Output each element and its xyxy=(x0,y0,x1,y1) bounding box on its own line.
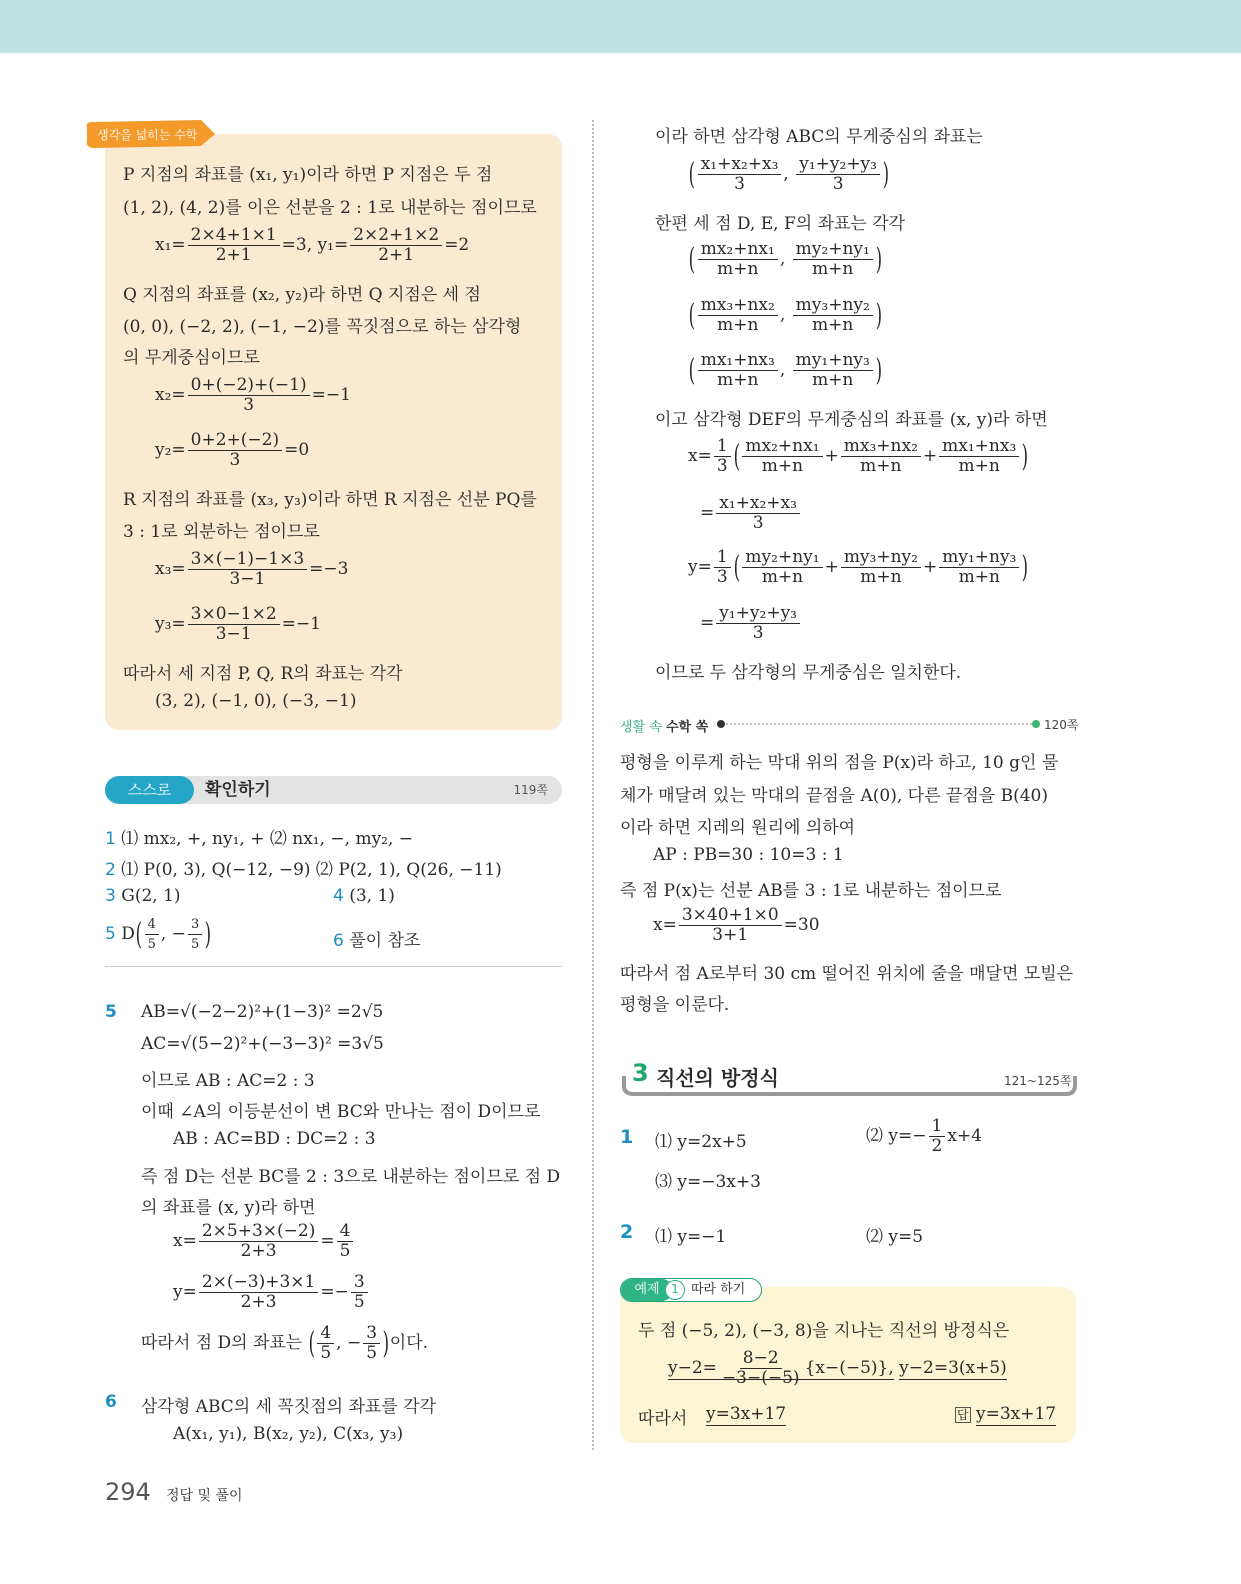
sol5-l2: 이때 ∠A의 이등분선이 변 BC와 만나는 점이 D이므로 xyxy=(141,1102,541,1122)
life-eq: x= $\frac{3\times 40+1\times 0}{3+1}$ =30 xyxy=(653,905,820,945)
footer-label: 정답 및 풀이 xyxy=(166,1488,243,1504)
life-l5: 즉 점 P(x)는 선분 AB를 3 : 1로 내분하는 점이므로 xyxy=(620,881,1002,901)
answer-2: 2 ⑴ P(0, 3), Q(−12, −9) ⑵ P(2, 1), Q(26, −11) xyxy=(105,860,502,880)
eq-x-def-2: = $\frac{\text{x₁+x₂+x₃}}{3}$ xyxy=(700,494,802,533)
sol5-l4: 즉 점 D는 선분 BC를 2 : 3으로 내분하는 점이므로 점 D xyxy=(141,1167,561,1187)
s3-q2-a: ⑴ y=−1 xyxy=(655,1227,727,1247)
thinking-math-tag xyxy=(83,118,219,150)
point-f: ( $\frac{\text{mx₁+nx₃}}{m+n}$ , $\frac{\text{my₁+ny₃}}{m+n}$ ) xyxy=(688,350,882,390)
top-header-band xyxy=(0,0,1241,53)
centroid-abc: ( $\frac{\text{x₁+x₂+x₃}}{3}$ , $\frac{\text{y₁+y₂+y₃}}{3}$ ) xyxy=(688,154,890,194)
eq-y2: y₂= $\frac{0+2+(-2)}{3}$ =0 xyxy=(155,430,310,470)
section-3-title: 직선의 방정식 xyxy=(656,1066,779,1090)
right-l4: 이므로 두 삼각형의 무게중심은 일치한다. xyxy=(655,663,962,683)
answer-mark-icon: 답 xyxy=(957,1408,969,1422)
s3-q2-b: ⑵ y=5 xyxy=(866,1227,924,1247)
answer-6: 6 풀이 참조 xyxy=(333,931,421,951)
example-tag xyxy=(620,1278,762,1302)
left-c1: 따라서 세 지점 P, Q, R의 좌표는 각각 xyxy=(123,664,403,684)
point-d: ( $\frac{\text{mx₂+nx₁}}{m+n}$ , $\frac{\text{my₂+ny₁}}{m+n}$ ) xyxy=(688,239,882,279)
eq-y-def-2: = $\frac{\text{y₁+y₂+y₃}}{3}$ xyxy=(700,604,802,643)
s3-q2-number: 2 xyxy=(620,1221,634,1243)
answer-5: 5 D( $\frac{4}{5}$ , − $\frac{3}{5}$ ) xyxy=(105,917,212,952)
sol5-l1: 이므로 AB : AC=2 : 3 xyxy=(141,1071,315,1091)
sol5-conclusion: 따라서 점 D의 좌표는 ( $\frac{4}{5}$ , − $\frac{3}{5}$ )이다. xyxy=(141,1323,429,1363)
left-q3: 의 무게중심이므로 xyxy=(123,348,260,368)
eq-x3: x₃= $\frac{3\times(-1)-1\times 3}{3-1}$ =−3 xyxy=(155,549,349,589)
sol5-l3: AB : AC=BD : DC=2 : 3 xyxy=(173,1129,376,1149)
s3-q1-b: ⑵ y=− $\frac{1}{2}$ x+4 xyxy=(866,1116,982,1156)
left-divider xyxy=(105,966,562,967)
left-r1: R 지점의 좌표를 (x₃, y₃)이라 하면 R 지점은 선분 PQ를 xyxy=(123,490,537,510)
self-check-title: 확인하기 xyxy=(205,780,271,800)
left-p2: (1, 2), (4, 2)를 이은 선분을 2 : 1로 내분하는 점이므로 xyxy=(123,198,537,218)
right-l2: 한편 세 점 D, E, F의 좌표는 각각 xyxy=(655,214,906,234)
self-check-pill: 스스로 xyxy=(105,776,194,804)
self-check-page: 119쪽 xyxy=(513,783,548,797)
life-math-rule xyxy=(716,718,1042,730)
solution-5-number: 5 xyxy=(105,1002,117,1022)
sol5-y: y= $\frac{2\times(-3)+3\times 1}{2+3}$ =− $\frac{3}{5}$ xyxy=(173,1273,370,1312)
left-q2: (0, 0), (−2, 2), (−1, −2)를 꼭짓점으로 하는 삼각형 xyxy=(123,317,522,337)
example-tag-label: 예제 xyxy=(621,1279,673,1301)
s3-q1-number: 1 xyxy=(620,1126,634,1148)
section-3-pages: 121~125쪽 xyxy=(1004,1074,1072,1088)
life-l7: 평형을 이룬다. xyxy=(620,995,730,1015)
example-eq: y−2= $\frac{8-2}{-3-(-5)}$ {x−(−5)}, y−2=3(x+5) xyxy=(668,1348,1007,1388)
left-p1: P 지점의 좌표를 (x₁, y₁)이라 하면 P 지점은 두 점 xyxy=(123,165,493,185)
life-l6: 따라서 점 A로부터 30 cm 떨어진 위치에 줄을 매달면 모빌은 xyxy=(620,964,1074,984)
solution-6-number: 6 xyxy=(105,1392,117,1412)
page-number: 294 xyxy=(105,1478,151,1506)
s3-q1-c: ⑶ y=−3x+3 xyxy=(655,1172,761,1192)
example-answer-1: y=3x+17 xyxy=(706,1404,787,1424)
life-l2: 체가 매달려 있는 막대의 끝점을 A(0), 다른 끝점을 B(40) xyxy=(620,786,1048,806)
right-l3: 이고 삼각형 DEF의 무게중심의 좌표를 (x, y)라 하면 xyxy=(655,410,1048,430)
life-l4: AP : PB=30 : 10=3 : 1 xyxy=(653,845,844,865)
eq-x2: x₂= $\frac{0+(-2)+(-1)}{3}$ =−1 xyxy=(155,375,351,415)
example-l3: 따라서 xyxy=(638,1409,688,1429)
section-3-underline xyxy=(622,1072,1078,1098)
eq-x1: x₁= $\frac{2\times 4+1\times 1}{2+1}$ =3, y₁= $\frac{2\times 2+1\times 2}{2+1}$ =2 xyxy=(155,225,470,265)
sol6-l2: A(x₁, y₁), B(x₂, y₂), C(x₃, y₃) xyxy=(173,1424,404,1444)
life-l3: 이라 하면 지레의 원리에 의하여 xyxy=(620,818,856,838)
life-math-page: 120쪽 xyxy=(1044,718,1079,732)
column-divider xyxy=(592,120,594,1450)
section-3-number: 3 xyxy=(632,1059,649,1087)
right-l1: 이라 하면 삼각형 ABC의 무게중심의 좌표는 xyxy=(655,127,983,147)
left-r2: 3 : 1로 외분하는 점이므로 xyxy=(123,522,320,542)
example-tag-number: 1 xyxy=(665,1280,685,1300)
sol5-ac: AC=√(5−2)²+(−3−3)² =3√5 xyxy=(141,1034,384,1054)
answer-1: 1 ⑴ mx₂, +, ny₁, + ⑵ nx₁, −, my₂, − xyxy=(105,829,414,849)
point-e: ( $\frac{\text{mx₃+nx₂}}{m+n}$ , $\frac{\text{my₃+ny₂}}{m+n}$ ) xyxy=(688,295,882,335)
example-l1: 두 점 (−5, 2), (−3, 8)을 지나는 직선의 방정식은 xyxy=(638,1321,1010,1341)
self-check-header xyxy=(105,776,562,804)
example-tag-follow: 따라 하기 xyxy=(691,1282,746,1297)
eq-y-def: y= $\frac{1}{3}$ ( $\frac{\text{my₂+ny₁}}{m+n}$ + $\frac{\text{my₃+ny₂}}{m+n}$ + $\frac{\text{my₁+ny₃}}{m+n}$ ) xyxy=(688,547,1029,587)
sol5-ab: AB=√(−2−2)²+(1−3)² =2√5 xyxy=(141,1002,384,1022)
answer-3: 3 G(2, 1) xyxy=(105,886,181,906)
left-c2: (3, 2), (−1, 0), (−3, −1) xyxy=(155,691,357,711)
left-q1: Q 지점의 좌표를 (x₂, y₂)라 하면 Q 지점은 세 점 xyxy=(123,285,481,305)
thinking-math-tag-text: 생각을 넓히는 수학 xyxy=(97,128,198,142)
sol6-l1: 삼각형 ABC의 세 꼭짓점의 좌표를 각각 xyxy=(141,1397,437,1417)
answer-4: 4 (3, 1) xyxy=(333,886,395,906)
sol5-l5: 의 좌표를 (x, y)라 하면 xyxy=(141,1198,316,1218)
life-math-label: 생활 속 수학 쏙 xyxy=(620,720,709,735)
life-l1: 평형을 이루게 하는 막대 위의 점을 P(x)라 하고, 10 g인 물 xyxy=(620,753,1059,773)
eq-x-def: x= $\frac{1}{3}$ ( $\frac{\text{mx₂+nx₁}}{m+n}$ + $\frac{\text{mx₃+nx₂}}{m+n}$ + $\frac{\text{mx₁+nx₃}}{m+n}$ ) xyxy=(688,436,1029,476)
s3-q1-a: ⑴ y=2x+5 xyxy=(655,1132,747,1152)
sol5-x: x= $\frac{2\times 5+3\times(-2)}{2+3}$ = $\frac{4}{5}$ xyxy=(173,1222,355,1261)
eq-y3: y₃= $\frac{3\times 0-1\times 2}{3-1}$ =−1 xyxy=(155,604,321,644)
example-answer-2: 답 y=3x+17 xyxy=(957,1404,1057,1424)
